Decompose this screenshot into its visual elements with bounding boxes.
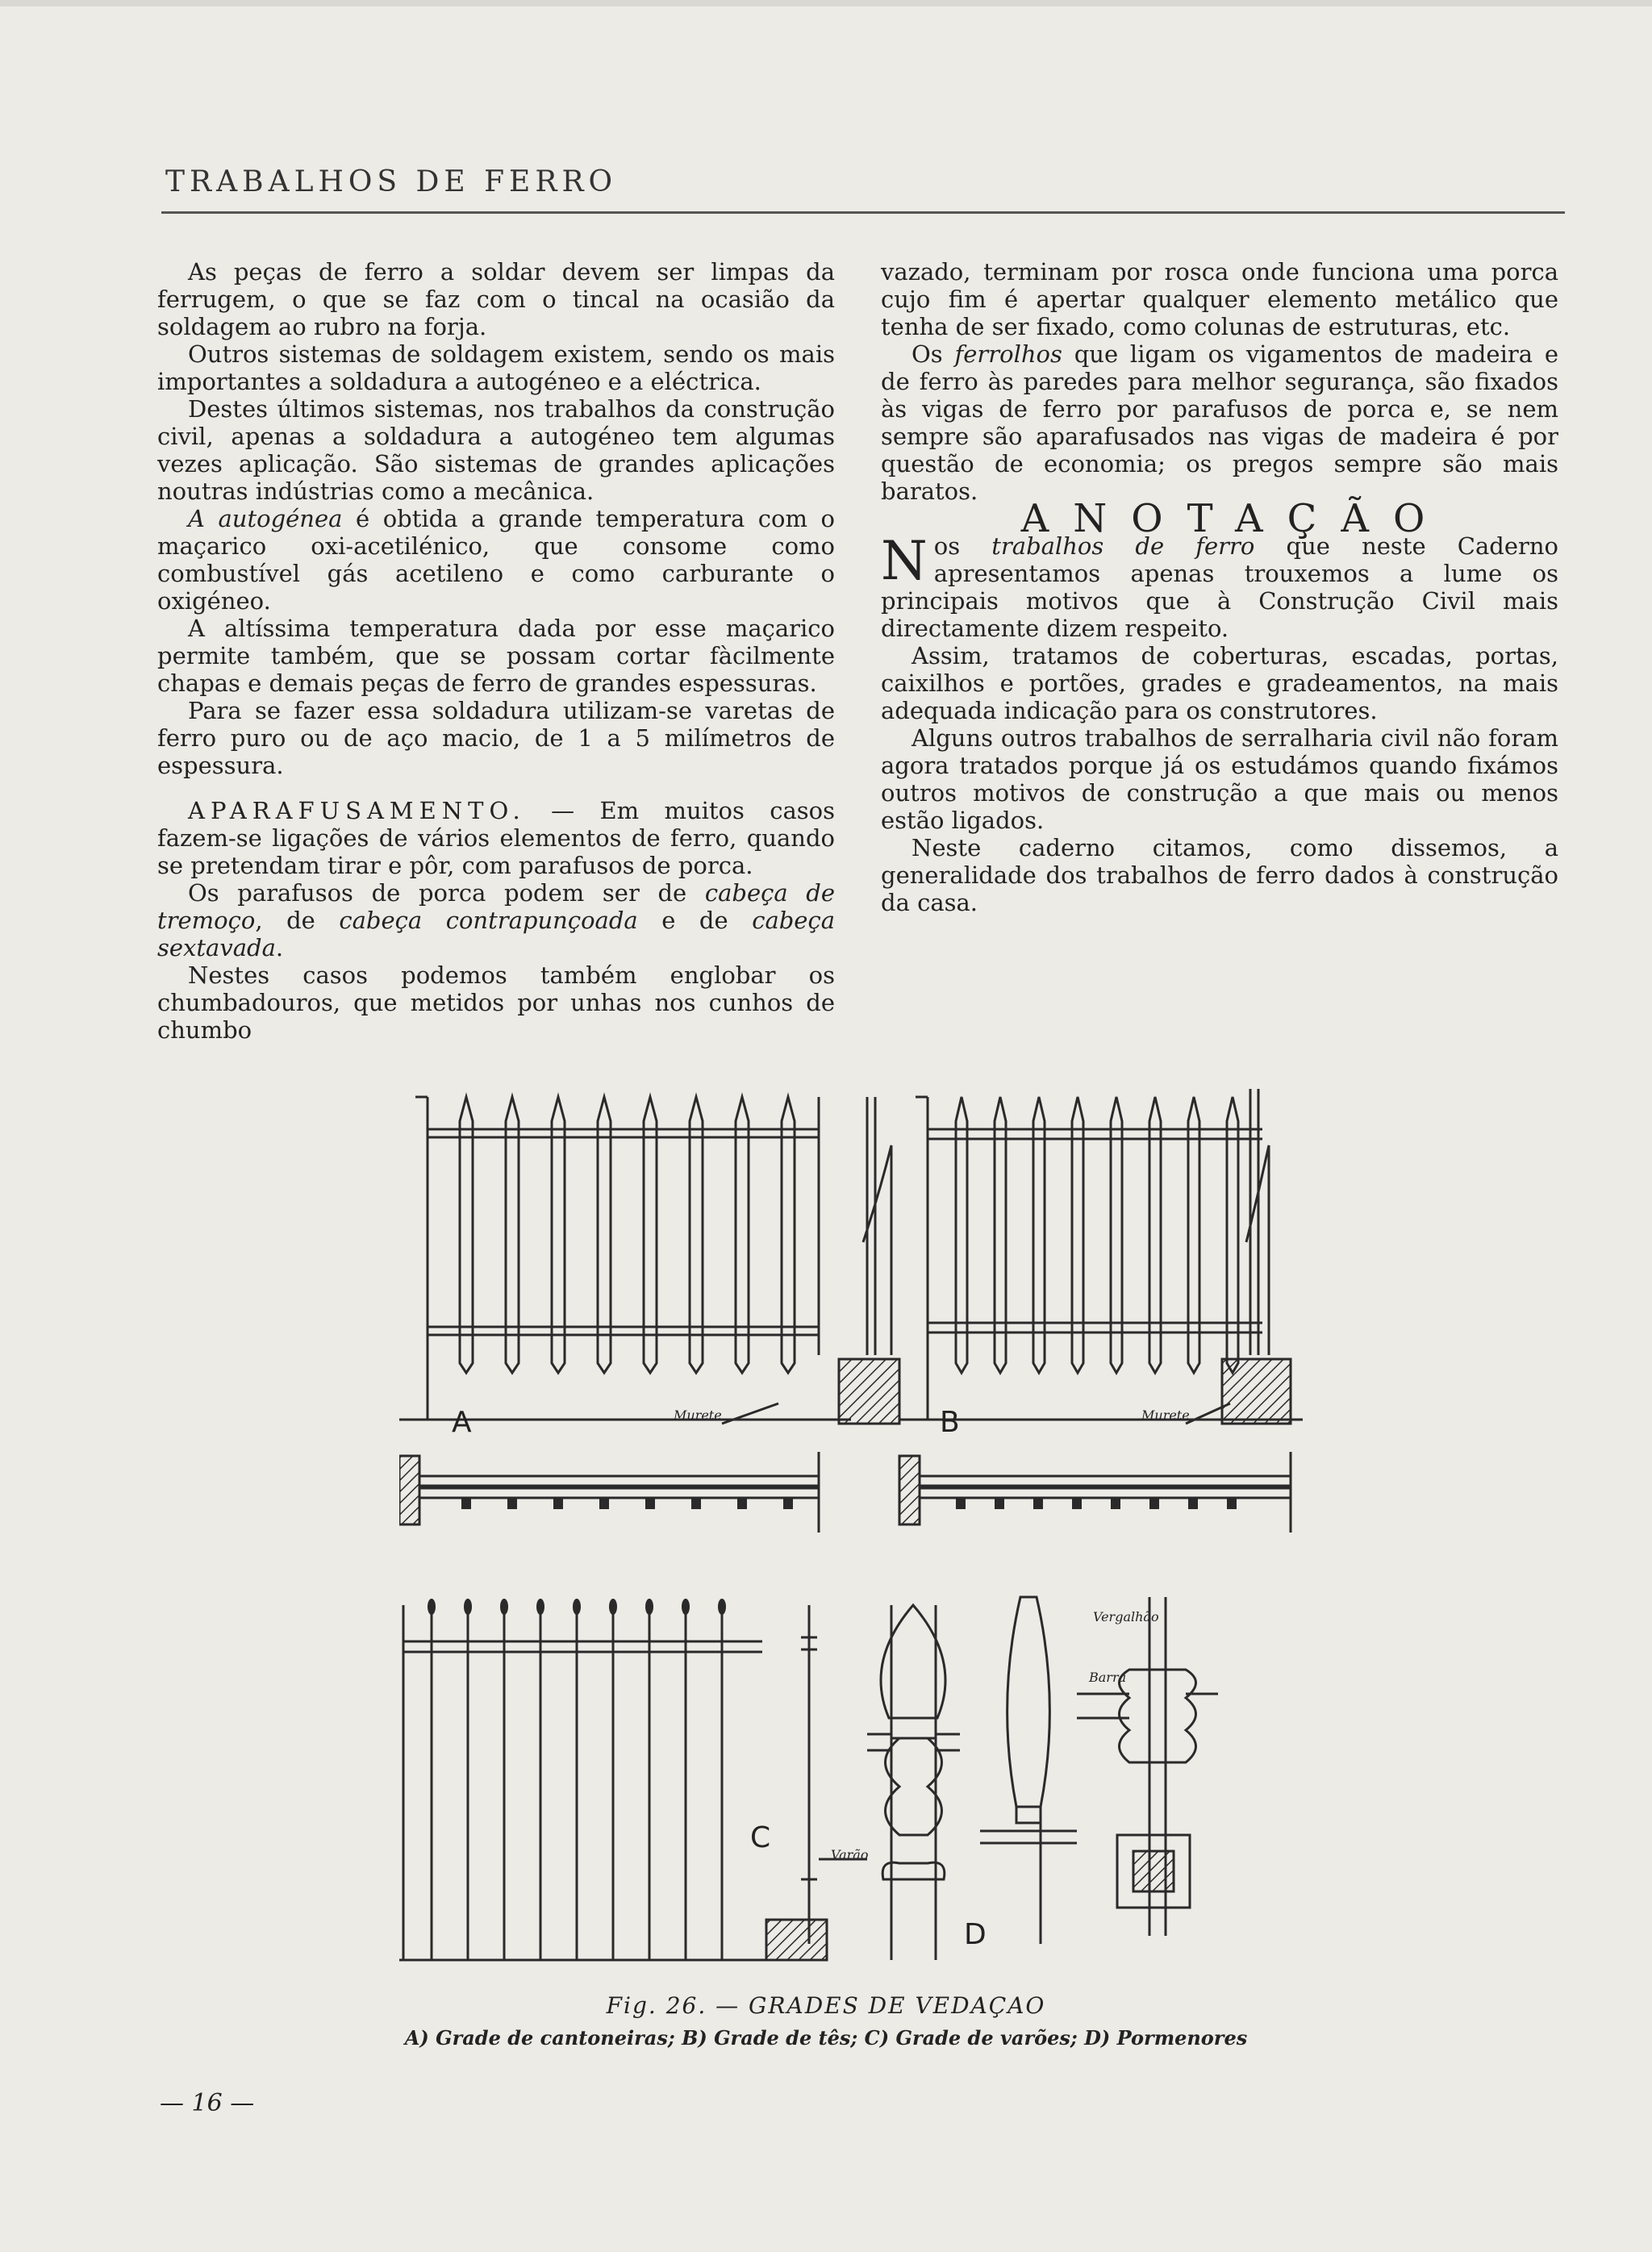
paragraph-text: Os parafusos de porca podem ser de	[188, 879, 705, 907]
paragraph-text: — Em muitos casos fazem-se ligações de vários elementos de ferro, quando se pretendam tirar e pôr, com parafusos de porca.	[157, 797, 835, 879]
paragraph: Alguns outros trabalhos de serralharia civil não foram agora tratados porque já os estudámos quando fixámos outros motivos de construção a que mais ou menos estão ligados.	[881, 724, 1558, 834]
right-column	[881, 258, 1558, 916]
drop-cap: N	[881, 530, 928, 592]
paragraph	[157, 879, 835, 961]
grade-b-plan	[899, 1452, 1291, 1533]
paragraph	[881, 532, 1558, 642]
header-rule	[161, 211, 1565, 214]
italic-term: cabeça contrapunçoada	[339, 907, 638, 934]
page-number: — 16 —	[160, 2089, 255, 2117]
label-varao: Varão	[831, 1847, 869, 1862]
grade-a-plan	[399, 1452, 819, 1533]
italic-term: cabeça de tremoço	[157, 879, 836, 934]
label-d: D	[964, 1918, 987, 1951]
figure-grades	[399, 1081, 1327, 1976]
paragraph-text: que ligam os vigamentos de madeira e de ferro às paredes para melhor segurança, são fixados às vigas de ferro por parafusos de porca e, se nem sempre são aparafusados nas vigas de madeira é por questão de economia; os pregos sempre são mais baratos.	[881, 340, 1558, 505]
paragraph: As peças de ferro a soldar devem ser limpas da ferrugem, o que se faz com o tincal na ocasião da soldagem ao rubro na forja.	[157, 258, 835, 340]
italic-term: cabeça sextavada	[157, 907, 835, 961]
paragraph: vazado, terminam por rosca onde funciona uma porca cujo fim é apertar qualquer elemento metálico que tenha de ser fixado, como colunas de estruturas, etc.	[881, 258, 1558, 340]
page-edge	[0, 0, 1652, 6]
technical-drawing	[399, 1081, 1327, 1976]
paragraph: Destes últimos sistemas, nos trabalhos da construção civil, apenas a soldadura a autogéneo tem algumas vezes aplicação. São sistemas de grandes aplicações noutras indústrias como a mecânica.	[157, 395, 835, 505]
paragraph	[881, 340, 1558, 505]
label-b: B	[940, 1406, 960, 1439]
label-a: A	[452, 1406, 472, 1439]
paragraph: A altíssima temperatura dada por esse maçarico permite também, que se possam cortar fàcilmente chapas e demais peças de ferro de grandes espessuras.	[157, 615, 835, 697]
paragraph-text: e de	[637, 907, 753, 934]
label-c: C	[750, 1821, 771, 1854]
paragraph-text: Os	[912, 340, 955, 368]
italic-term: A autogénea	[188, 505, 343, 532]
grade-d-detail	[867, 1597, 1218, 1960]
grade-a-elevation	[399, 1097, 899, 1439]
italic-term: ferrolhos	[954, 340, 1062, 368]
paragraph-text: é obtida a grande temperatura com o maçarico oxi-acetilénico, que consome como combustível gás acetileno e como carburante o oxigéneo.	[157, 505, 835, 615]
section-paragraph	[157, 797, 835, 879]
paragraph-text: os	[933, 532, 992, 560]
italic-term: trabalhos de ferro	[991, 532, 1255, 560]
paragraph: Assim, tratamos de coberturas, escadas, portas, caixilhos e portões, grades e gradeamentos, na mais adequada indicação para os construtores.	[881, 642, 1558, 724]
section-heading: APARAFUSAMENTO.	[188, 797, 526, 824]
label-murete: Murete	[674, 1408, 722, 1423]
grade-c-elevation	[399, 1599, 868, 1960]
grade-b-elevation	[899, 1089, 1303, 1439]
paragraph: Neste caderno citamos, como dissemos, a generalidade dos trabalhos de ferro dados à construção da casa.	[881, 834, 1558, 916]
paragraph-text: .	[275, 934, 284, 961]
label-vergalhao: Vergalhão	[1093, 1609, 1159, 1624]
figure-caption-title: Fig. 26. — GRADES DE VEDAÇAO	[606, 1992, 1046, 2019]
paragraph: Nestes casos podemos também englobar os chumbadouros, que metidos por unhas nos cunhos de chumbo	[157, 961, 835, 1044]
left-column	[157, 258, 835, 1044]
label-barra: Barra	[1089, 1670, 1127, 1685]
figure-caption-legend: A) Grade de cantoneiras; B) Grade de tês; C) Grade de varões; D) Pormenores	[404, 2026, 1248, 2050]
section-heading: ANOTAÇÃO	[1020, 496, 1450, 541]
paragraph-text: que neste Caderno apresentamos apenas trouxemos a lume os principais motivos que à Construção Civil mais directamente dizem respeito.	[881, 532, 1558, 642]
paragraph: Outros sistemas de soldagem existem, sendo os mais importantes a soldadura a autogéneo e a eléctrica.	[157, 340, 835, 395]
paragraph	[157, 505, 835, 615]
paragraph-text: , de	[255, 907, 340, 934]
paragraph: Para se fazer essa soldadura utilizam-se varetas de ferro puro ou de aço macio, de 1 a 5 milímetros de espessura.	[157, 697, 835, 779]
running-header: TRABALHOS DE FERRO	[165, 165, 618, 198]
label-murete: Murete	[1141, 1408, 1190, 1423]
